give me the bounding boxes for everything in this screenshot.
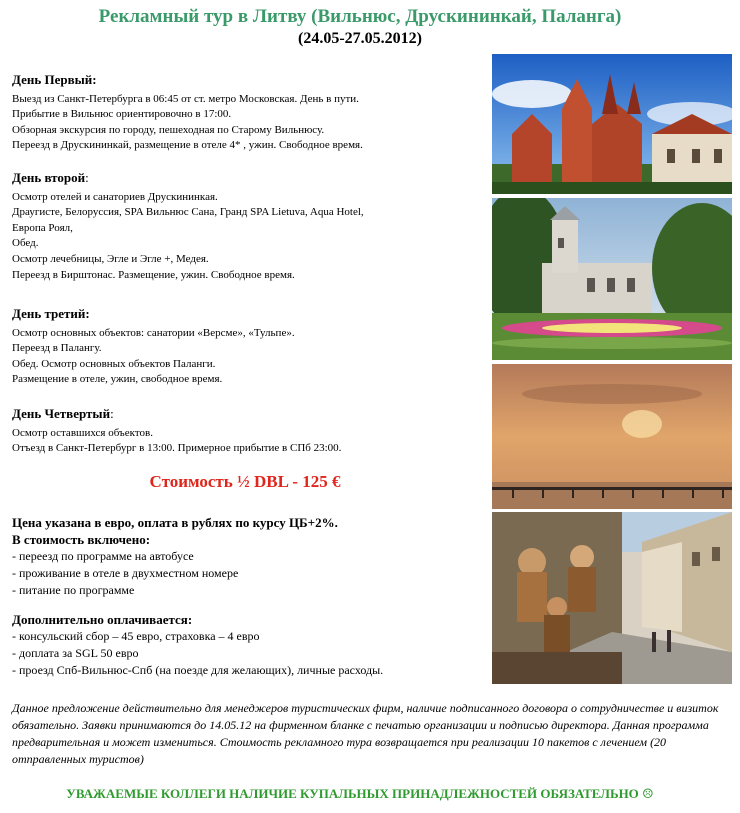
page-title: Рекламный тур в Литву (Вильнюс, Друскининкай, Паланга) [98,6,622,27]
final-notice: УВАЖАЕМЫЕ КОЛЛЕГИ НАЛИЧИЕ КУПАЛЬНЫХ ПРИНАДЛЕЖНОСТЕЙ ОБЯЗАТЕЛЬНО ☹ [66,786,654,801]
day-1-line: Переезд в Друскининкай, размещение в отеле 4* , ужин. Свободное время. [12,139,363,152]
day-3-line: Обед. Осмотр основных объектов Паланги. [12,357,216,370]
included-item: - переезд по программе на автобусе [12,549,194,563]
day-1-line: Выезд из Санкт-Петербурга в 06:45 от ст. метро Московская. День в пути. [12,92,359,105]
day-3-line: Осмотр основных объектов: санатории «Версме», «Тульпе». [12,326,295,339]
extra-item: - доплата за SGL 50 евро [12,646,139,660]
day-4-section [12,406,487,457]
druskininkai-park-photo [492,198,732,360]
price-label: Стоимость ½ DBL - 125 € [149,472,341,491]
tour-dates: (24.05-27.05.2012) [298,30,422,47]
currency-note: Цена указана в евро, оплата в рублях по курсу ЦБ+2%. [12,515,338,530]
included-item: - проживание в отеле в двухместном номере [12,566,239,580]
day-2-line: Европа Роял, [12,221,73,234]
vilnius-church-photo [492,54,732,194]
extra-item: - консульский сбор – 45 евро, страховка – 4 евро [12,629,260,643]
palanga-pier-photo [492,364,732,509]
day-1-line: Прибытие в Вильнюс ориентировочно в 17:00. [12,108,232,121]
day-1-heading: День Первый: [12,72,97,87]
day-3-heading: День третий: [12,306,90,321]
vilnius-street-photo [492,512,732,684]
day-3-line: Переезд в Палангу. [12,342,102,355]
footnote-text: Данное предложение действительно для менеджеров туристических фирм, наличие подписанного договора о сотрудничестве и визиток обязательно. Заявки принимаются до 14.05.12 на фирменном бланке с печатью организации и подписью директора. Данная программа предварительная и может измениться. Стоимость рекламного тура возвращается при реализации 10 пакетов с лечением (20 отправленных туристов) [12,701,719,766]
extra-heading: Дополнительно оплачивается: [12,612,193,627]
day-2-line: Обед. [12,237,39,250]
day-2-heading: День второй: [12,170,89,185]
day-2-section [12,170,487,283]
day-2-line: Драугисте, Белоруссия, SPA Вильнюс Сана, Гранд SPA Lietuva, Aqua Hotel, [12,206,364,219]
extra-item: - проезд Спб-Вильнюс-Спб (на поезде для желающих), личные расходы. [12,663,384,677]
conditions-block [12,514,487,679]
day-4-line: Осмотр оставшихся объектов. [12,426,153,439]
day-1-section [12,72,487,154]
day-2-line: Переезд в Бирштонас. Размещение, ужин. Свободное время. [12,268,295,281]
included-heading: В стоимость включено: [12,532,151,547]
day-4-line: Отъезд в Санкт-Петербург в 13:00. Примерное прибытие в СПб 23:00. [12,442,342,455]
day-1-line: Обзорная экскурсия по городу, пешеходная по Старому Вильнюсу. [12,123,325,136]
included-item: - питание по программе [12,583,135,597]
day-4-heading: День Четвертый: [12,406,114,421]
day-2-line: Осмотр отелей и санаториев Друскининкая. [12,190,218,203]
day-3-section [12,306,487,388]
day-3-line: Размещение в отеле, ужин, свободное время. [12,373,223,386]
day-2-line: Осмотр лечебницы, Эгле и Эгле +, Медея. [12,252,209,265]
